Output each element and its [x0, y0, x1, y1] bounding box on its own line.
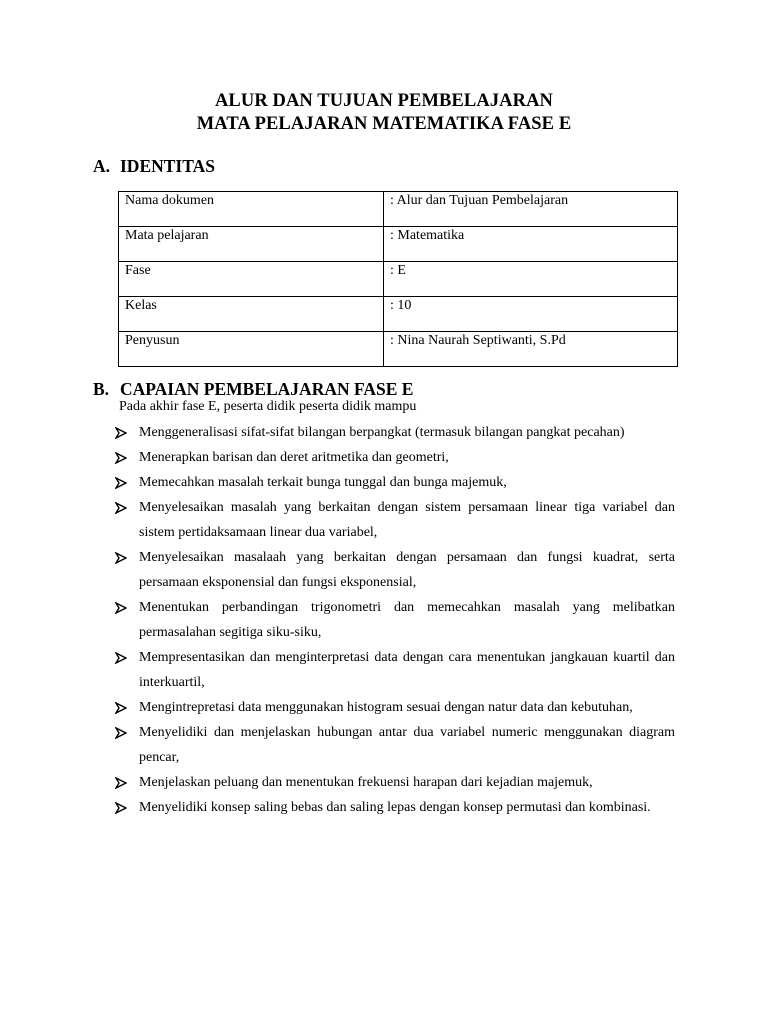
table-row: [119, 192, 678, 227]
table-row: [119, 227, 678, 262]
list-item-text: Memecahkan masalah terkait bunga tunggal dan bunga majemuk,: [139, 475, 507, 490]
arrowhead-bullet-icon: [115, 727, 127, 739]
list-item: [113, 445, 675, 470]
title-line-2: MATA PELAJARAN MATEMATIKA FASE E: [196, 114, 572, 134]
arrowhead-bullet-icon: [115, 552, 127, 564]
row-value: : E: [384, 262, 678, 297]
list-item: [113, 495, 675, 545]
arrowhead-bullet-icon: [115, 477, 127, 489]
list-item: [113, 770, 675, 795]
section-b-intro: Pada akhir fase E, peserta didik peserta didik mampu: [119, 399, 417, 414]
row-value: : 10: [384, 297, 678, 332]
arrowhead-bullet-icon: [115, 427, 127, 439]
learning-outcomes-list: [113, 420, 675, 820]
section-b-letter: B.: [93, 379, 110, 399]
row-label: Penyusun: [119, 332, 384, 367]
section-b-title: CAPAIAN PEMBELAJARAN FASE E: [120, 379, 414, 399]
list-item: [113, 720, 675, 770]
row-label: Mata pelajaran: [119, 227, 384, 262]
list-item-text: Mempresentasikan dan menginterpretasi data dengan cara menentukan jangkauan kuartil dan interkuartil,: [139, 650, 675, 690]
section-a-heading: [93, 155, 215, 177]
list-item: [113, 595, 675, 645]
list-item-text: Menggeneralisasi sifat-sifat bilangan berpangkat (termasuk bilangan pangkat pecahan): [139, 425, 625, 440]
arrowhead-bullet-icon: [115, 502, 127, 514]
table-row: [119, 332, 678, 367]
list-item: [113, 695, 675, 720]
arrowhead-bullet-icon: [115, 702, 127, 714]
arrowhead-bullet-icon: [115, 652, 127, 664]
arrowhead-bullet-icon: [115, 602, 127, 614]
arrowhead-bullet-icon: [115, 777, 127, 789]
list-item-text: Menerapkan barisan dan deret aritmetika dan geometri,: [139, 450, 449, 465]
row-value: : Alur dan Tujuan Pembelajaran: [384, 192, 678, 227]
list-item-text: Menyelidiki dan menjelaskan hubungan antar dua variabel numeric menggunakan diagram pencar,: [139, 725, 675, 765]
table-row: [119, 297, 678, 332]
section-a-title: IDENTITAS: [120, 156, 215, 176]
list-item: [113, 470, 675, 495]
table-row: [119, 262, 678, 297]
row-value: : Matematika: [384, 227, 678, 262]
list-item: [113, 795, 675, 820]
list-item: [113, 420, 675, 445]
list-item-text: Menyelesaikan masalaah yang berkaitan dengan persamaan dan fungsi kuadrat, serta persamaan eksponensial dan fungsi eksponensial,: [139, 550, 675, 590]
list-item-text: Menyelidiki konsep saling bebas dan saling lepas dengan konsep permutasi dan kombinasi.: [139, 800, 651, 815]
identity-table: [118, 191, 678, 367]
list-item-text: Mengintrepretasi data menggunakan histogram sesuai dengan natur data dan kebutuhan,: [139, 700, 633, 715]
list-item: [113, 645, 675, 695]
list-item: [113, 545, 675, 595]
section-a-letter: A.: [93, 156, 111, 176]
list-item-text: Menyelesaikan masalah yang berkaitan dengan sistem persamaan linear tiga variabel dan sistem pertidaksamaan linear dua variabel,: [139, 500, 675, 540]
document-title: [0, 90, 768, 136]
title-line-1: ALUR DAN TUJUAN PEMBELAJARAN: [214, 91, 554, 111]
row-label: Nama dokumen: [119, 192, 384, 227]
arrowhead-bullet-icon: [115, 452, 127, 464]
section-b-heading: [93, 378, 413, 400]
list-item-text: Menjelaskan peluang dan menentukan frekuensi harapan dari kejadian majemuk,: [139, 775, 593, 790]
arrowhead-bullet-icon: [115, 802, 127, 814]
list-item-text: Menentukan perbandingan trigonometri dan memecahkan masalah yang melibatkan permasalahan segitiga siku-siku,: [139, 600, 675, 640]
row-label: Fase: [119, 262, 384, 297]
row-label: Kelas: [119, 297, 384, 332]
row-value: : Nina Naurah Septiwanti, S.Pd: [384, 332, 678, 367]
